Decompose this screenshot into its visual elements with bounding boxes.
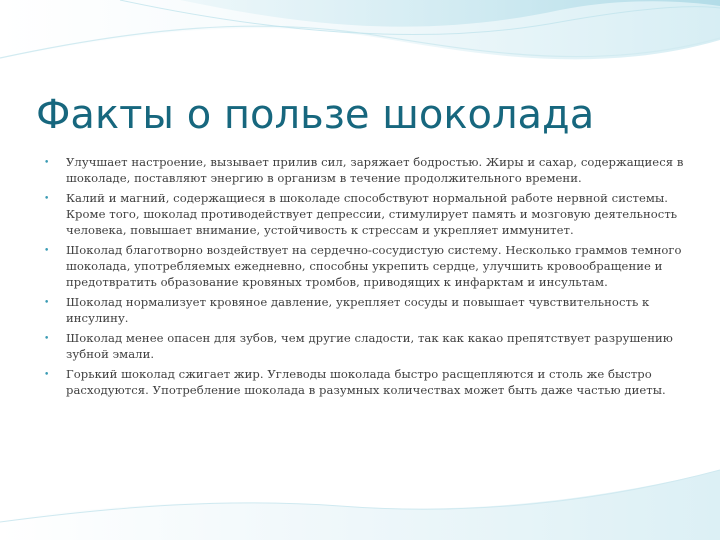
- bullet-icon: •: [44, 334, 50, 344]
- bullet-text: Улучшает настроение, вызывает прилив сил, заряжает бодростью. Жиры и сахар, содержащиеся в шоколаде, поставляют энергию в организм в течение продолжительного времени.: [66, 155, 684, 185]
- bullet-icon: •: [44, 246, 50, 256]
- slide-title: Факты о пользе шоколада: [36, 92, 595, 138]
- bullet-text: Калий и магний, содержащиеся в шоколаде способствуют нормальной работе нервной системы. Кроме того, шоколад противодействует депрессии, стимулирует память и мозговую деятельность человека, повышает внимание, устойчивость к стрессам и укрепляет иммунитет.: [66, 191, 678, 237]
- bullet-icon: •: [44, 194, 50, 204]
- list-item: [44, 154, 684, 186]
- list-item: [44, 294, 684, 326]
- bottom-wave: [0, 470, 720, 540]
- list-item: [44, 242, 684, 290]
- bullet-list: [44, 154, 684, 402]
- bullet-icon: •: [44, 370, 50, 380]
- bullet-text: Шоколад благотворно воздействует на сердечно-сосудистую систему. Несколько граммов темного шоколада, употребляемых ежедневно, способны укрепить сердце, улучшить кровообращение и предотвратить образование кровяных тромбов, приводящих к инфарктам и инсультам.: [66, 243, 682, 289]
- bullet-text: Шоколад нормализует кровяное давление, укрепляет сосуды и повышает чувствительность к инсулину.: [66, 295, 650, 325]
- bullet-icon: •: [44, 298, 50, 308]
- list-item: [44, 366, 684, 398]
- bullet-text: Горький шоколад сжигает жир. Углеводы шоколада быстро расщепляются и столь же быстро расходуются. Употребление шоколада в разумных количествах может быть даже частью диеты.: [66, 367, 666, 397]
- bullet-icon: •: [44, 158, 50, 168]
- bullet-text: Шоколад менее опасен для зубов, чем другие сладости, так как какао препятствует разрушению зубной эмали.: [66, 331, 673, 361]
- list-item: [44, 190, 684, 238]
- list-item: [44, 330, 684, 362]
